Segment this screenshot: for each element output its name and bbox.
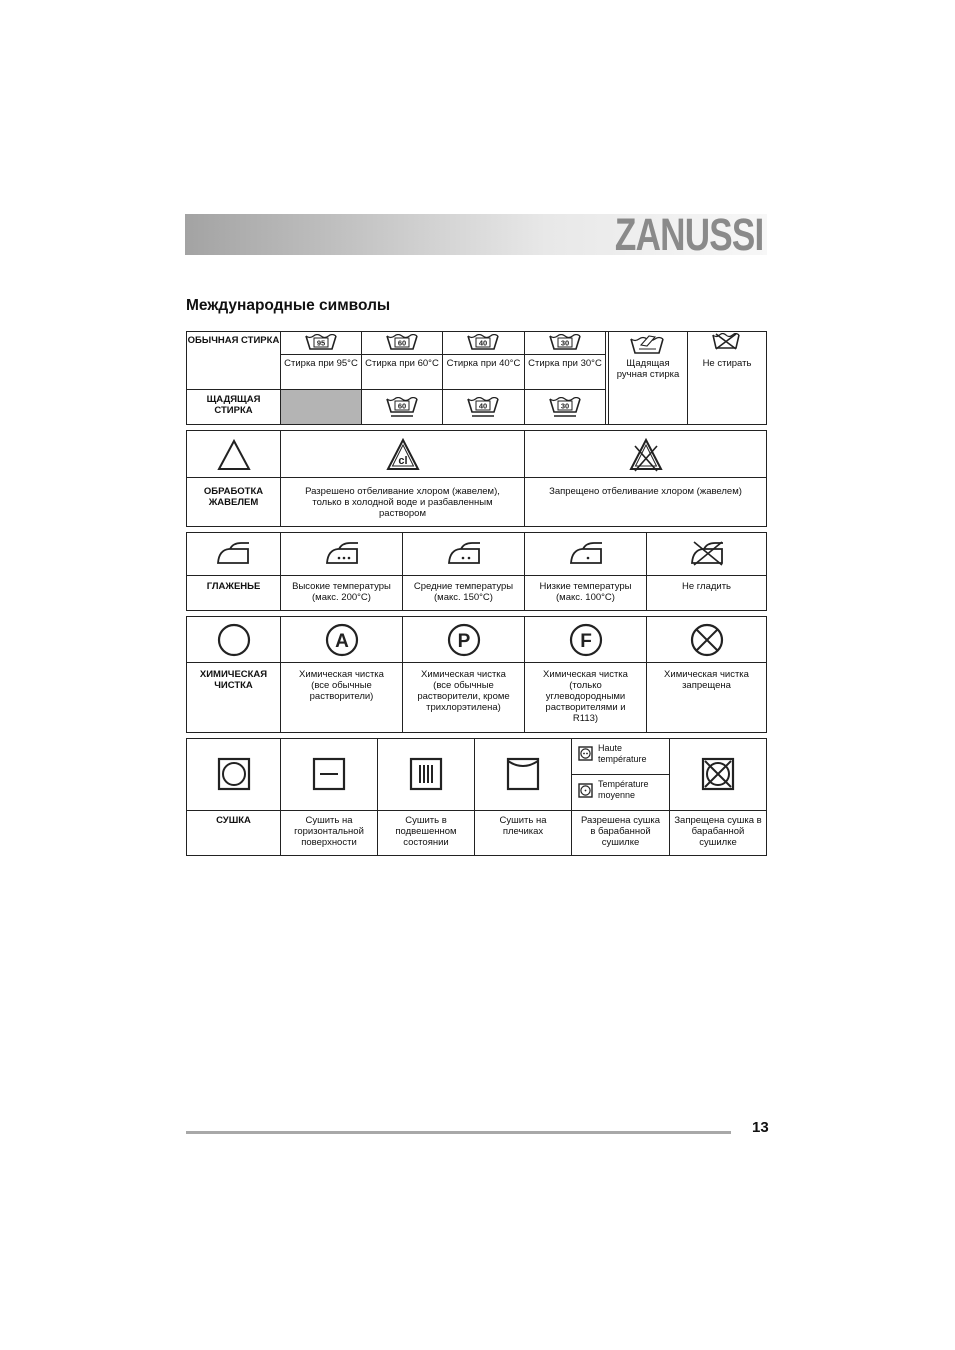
iron-medium-symbol bbox=[402, 533, 524, 575]
line-dry-icon bbox=[409, 757, 443, 791]
gentle-wash-tub-icon bbox=[385, 397, 419, 419]
medium-temp-text: Température moyenne bbox=[598, 779, 649, 800]
footer-rule bbox=[186, 1131, 731, 1134]
gentle-empty-cell bbox=[280, 389, 361, 424]
svg-text:60: 60 bbox=[397, 338, 407, 348]
circle-f-icon bbox=[569, 623, 603, 657]
tumble-dry-high-icon bbox=[578, 746, 593, 761]
line-dry-text: Сушить в подвешенном состоянии bbox=[377, 810, 474, 855]
drying-table bbox=[186, 738, 767, 856]
wash-tub-icon bbox=[304, 334, 338, 352]
normal-wash-label: ОБЫЧНАЯ СТИРКА bbox=[187, 335, 280, 346]
circle-a-icon bbox=[325, 623, 359, 657]
svg-text:30: 30 bbox=[560, 401, 570, 411]
no-wash-cell bbox=[687, 332, 766, 424]
no-tumble-dry-icon bbox=[701, 757, 735, 791]
dry-cleaning-label: ХИМИЧЕСКАЯ ЧИСТКА bbox=[187, 662, 280, 732]
chlorine-triangle-icon bbox=[386, 438, 420, 472]
wash-95-symbol bbox=[280, 332, 361, 354]
svg-text:A: A bbox=[335, 631, 349, 652]
svg-text:95: 95 bbox=[316, 338, 326, 348]
triangle-icon bbox=[217, 439, 251, 471]
gentle-wash-30-symbol bbox=[524, 389, 605, 424]
no-iron-symbol bbox=[646, 533, 766, 575]
no-tumble-dry-symbol bbox=[669, 739, 766, 810]
line-dry-symbol bbox=[377, 739, 474, 810]
no-wash-icon bbox=[711, 333, 741, 351]
wash-tub-icon bbox=[385, 334, 419, 352]
bleach-triangle-cell bbox=[187, 431, 280, 477]
wash-30-text: Стирка при 30°С bbox=[524, 354, 605, 389]
tumble-dry-allowed-text: Разрешена сушка в барабанной сушилке bbox=[571, 810, 669, 855]
iron-two-dots-icon bbox=[446, 541, 482, 565]
header-banner bbox=[185, 209, 767, 260]
high-temp-cell bbox=[571, 739, 669, 774]
no-iron-icon bbox=[689, 540, 725, 566]
hanger-dry-text: Сушить на плечиках bbox=[474, 810, 571, 855]
wash-tub-icon bbox=[548, 334, 582, 352]
wash-95-text: Стирка при 95°С bbox=[280, 354, 361, 389]
iron-low-symbol bbox=[524, 533, 646, 575]
bleach-allowed-symbol bbox=[280, 431, 524, 477]
iron-cell bbox=[187, 533, 280, 575]
no-wash-text: Не стирать bbox=[702, 358, 752, 369]
dry-flat-icon bbox=[312, 757, 346, 791]
washing-table bbox=[186, 331, 767, 425]
no-dry-clean-text: Химическая чистка запрещена bbox=[646, 662, 766, 732]
tumble-dry-cell bbox=[187, 739, 280, 810]
iron-medium-text: Средние температуры (макс. 150°С) bbox=[402, 575, 524, 610]
no-dry-clean-icon bbox=[690, 623, 724, 657]
iron-low-text: Низкие температуры (макс. 100°С) bbox=[524, 575, 646, 610]
tumble-dry-medium-icon bbox=[578, 783, 593, 798]
dry-cleaning-table bbox=[186, 616, 767, 733]
tumble-dry-icon bbox=[217, 757, 251, 791]
no-bleach-icon bbox=[629, 438, 663, 472]
dry-clean-a-text: Химическая чистка (все обычные растворители) bbox=[280, 662, 402, 732]
hand-wash-cell bbox=[605, 332, 687, 424]
dry-clean-p-symbol bbox=[402, 617, 524, 662]
circle-icon bbox=[217, 623, 251, 657]
iron-icon bbox=[215, 541, 251, 565]
circle-p-icon bbox=[447, 623, 481, 657]
gentle-wash-60-symbol bbox=[361, 389, 442, 424]
drying-label: СУШКА bbox=[187, 810, 280, 855]
svg-text:P: P bbox=[457, 631, 471, 652]
hanger-dry-symbol bbox=[474, 739, 571, 810]
ironing-label: ГЛАЖЕНЬЕ bbox=[187, 575, 280, 610]
bleach-forbidden-text: Запрещено отбеливание хлором (жавелем) bbox=[524, 477, 766, 526]
iron-high-symbol bbox=[280, 533, 402, 575]
gentle-wash-label: ЩАДЯЩАЯ СТИРКА bbox=[187, 389, 280, 424]
gentle-wash-tub-icon bbox=[548, 397, 582, 419]
dry-flat-text: Сушить на горизонтальной поверхности bbox=[280, 810, 377, 855]
iron-high-text: Высокие температуры (макс. 200°С) bbox=[280, 575, 402, 610]
no-dry-clean-symbol bbox=[646, 617, 766, 662]
wash-60-text: Стирка при 60°С bbox=[361, 354, 442, 389]
iron-one-dot-icon bbox=[568, 541, 604, 565]
dry-flat-symbol bbox=[280, 739, 377, 810]
dry-clean-circle-cell bbox=[187, 617, 280, 662]
dry-clean-f-symbol bbox=[524, 617, 646, 662]
wash-tub-icon bbox=[466, 334, 500, 352]
hand-wash-icon bbox=[629, 333, 665, 355]
gentle-wash-tub-icon bbox=[466, 397, 500, 419]
no-tumble-dry-text: Запрещена сушка в барабанной сушилке bbox=[669, 810, 766, 855]
wash-60-symbol bbox=[361, 332, 442, 354]
svg-text:40: 40 bbox=[478, 338, 488, 348]
svg-text:F: F bbox=[580, 631, 592, 652]
bleach-table bbox=[186, 430, 767, 527]
brand-logo: ZANUSSI bbox=[615, 209, 764, 260]
svg-text:40: 40 bbox=[478, 401, 488, 411]
dry-clean-f-text: Химическая чистка (только углеводородными растворителями и R113) bbox=[524, 662, 646, 732]
wash-40-text: Стирка при 40°С bbox=[442, 354, 524, 389]
bleach-allowed-text: Разрешено отбеливание хлором (жавелем), только в холодной воде и разбавленным раствором bbox=[280, 477, 524, 526]
bleach-label: ОБРАБОТКА ЖАВЕЛЕМ bbox=[187, 477, 280, 526]
svg-text:cl: cl bbox=[398, 455, 408, 467]
bleach-forbidden-symbol bbox=[524, 431, 766, 477]
page-number: 13 bbox=[752, 1119, 769, 1136]
gentle-wash-40-symbol bbox=[442, 389, 524, 424]
hanger-dry-icon bbox=[506, 757, 540, 791]
page-title: Международные символы bbox=[186, 297, 391, 314]
high-temp-text: Haute température bbox=[598, 743, 647, 764]
wash-40-symbol bbox=[442, 332, 524, 354]
iron-three-dots-icon bbox=[324, 541, 360, 565]
svg-text:60: 60 bbox=[397, 401, 407, 411]
hand-wash-text: Щадящая ручная стирка bbox=[616, 358, 680, 380]
dry-clean-a-symbol bbox=[280, 617, 402, 662]
svg-text:30: 30 bbox=[560, 338, 570, 348]
no-iron-text: Не гладить bbox=[646, 575, 766, 610]
dry-clean-p-text: Химическая чистка (все обычные растворители, кроме трихлорэтилена) bbox=[402, 662, 524, 732]
ironing-table bbox=[186, 532, 767, 611]
medium-temp-cell bbox=[571, 774, 669, 810]
wash-30-symbol bbox=[524, 332, 605, 354]
